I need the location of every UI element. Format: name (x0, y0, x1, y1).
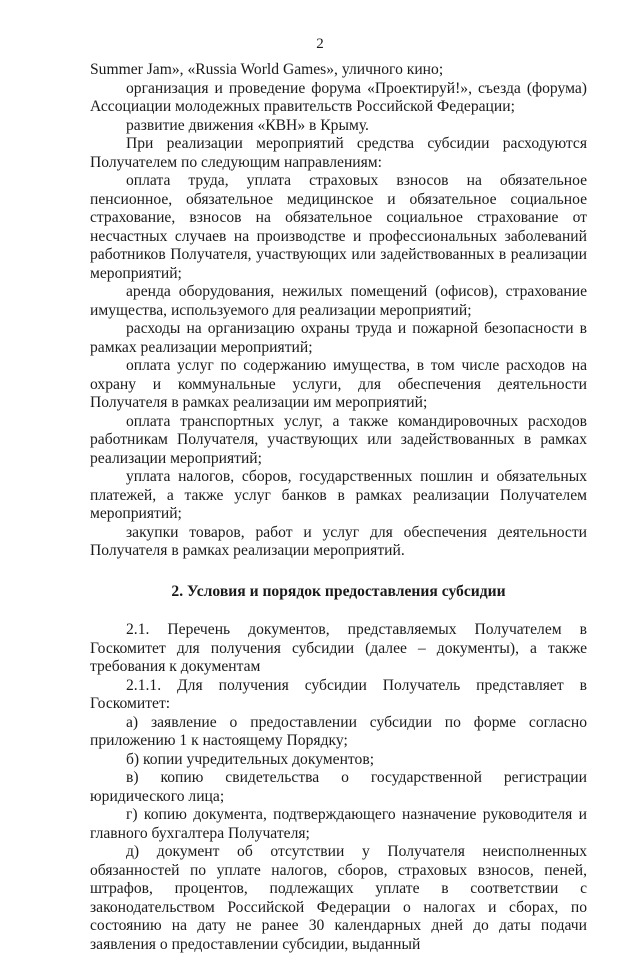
section-2-body (90, 621, 587, 954)
paragraph: Summer Jam», «Russia World Games», уличного кино; (90, 61, 444, 78)
section-1-continuation (90, 61, 587, 561)
paragraph: уплата налогов, сборов, государственных пошлин и обязательных платежей, а также услуг банков в рамках реализации Получателем мероприятий; (90, 468, 587, 522)
page-number: 2 (316, 36, 324, 52)
section-heading: 2. Условия и порядок предоставления субсидии (171, 582, 506, 600)
paragraph: г) копию документа, подтверждающего назначение руководителя и главного бухгалтера Получателя; (90, 806, 587, 842)
paragraph: организация и проведение форума «Проектируй!», съезда (форума) Ассоциации молодежных правительств Российской Федерации; (90, 79, 587, 115)
paragraph: При реализации мероприятий средства субсидии расходуются Получателем по следующим направлениям: (90, 135, 587, 171)
paragraph: 2.1. Перечень документов, представляемых Получателем в Госкомитет для получения субсидии (далее – документы), а также требования к документам (90, 621, 587, 675)
document-body (90, 61, 587, 954)
paragraph: закупки товаров, работ и услуг для обеспечения деятельности Получателя в рамках реализации мероприятий. (90, 523, 587, 559)
paragraph: д) документ об отсутствии у Получателя неисполненных обязанностей по уплате налогов, сборов, страховых взносов, пеней, штрафов, процентов, подлежащих уплате в соответствии с законодательством Российской Федерации о налогах и сборах, по состоянию на дату не ранее 30 календарных дней до даты подачи заявления о предоставлении субсидии, выданный (90, 843, 587, 953)
paragraph: оплата услуг по содержанию имущества, в том числе расходов на охрану и коммунальные услуги, для обеспечения деятельности Получателя в рамках реализации им мероприятий; (90, 357, 587, 411)
paragraph: развитие движения «КВН» в Крыму. (126, 116, 369, 134)
paragraph: 2.1.1. Для получения субсидии Получатель представляет в Госкомитет: (90, 676, 587, 712)
paragraph: оплата труда, уплата страховых взносов на обязательное пенсионное, обязательное медицинское и обязательное социальное страхование, взносов на обязательное социальное страхование от несчастных случаев на производстве и профессиональных заболеваний работников Получателя, участвующих или задействованных в реализации мероприятий; (90, 172, 587, 282)
paragraph: оплата транспортных услуг, а также командировочных расходов работникам Получателя, участвующих или задействованных в рамках реализации мероприятий; (90, 412, 587, 467)
paragraph: аренда оборудования, нежилых помещений (офисов), страхование имущества, используемого для реализации мероприятий; (90, 283, 587, 319)
paragraph: в) копию свидетельства о государственной регистрации юридического лица; (90, 769, 587, 805)
paragraph: б) копии учредительных документов; (126, 750, 375, 768)
paragraph: расходы на организацию охраны труда и пожарной безопасности в рамках реализации мероприятий; (90, 320, 587, 356)
paragraph: а) заявление о предоставлении субсидии по форме согласно приложению 1 к настоящему Порядку; (90, 713, 587, 749)
